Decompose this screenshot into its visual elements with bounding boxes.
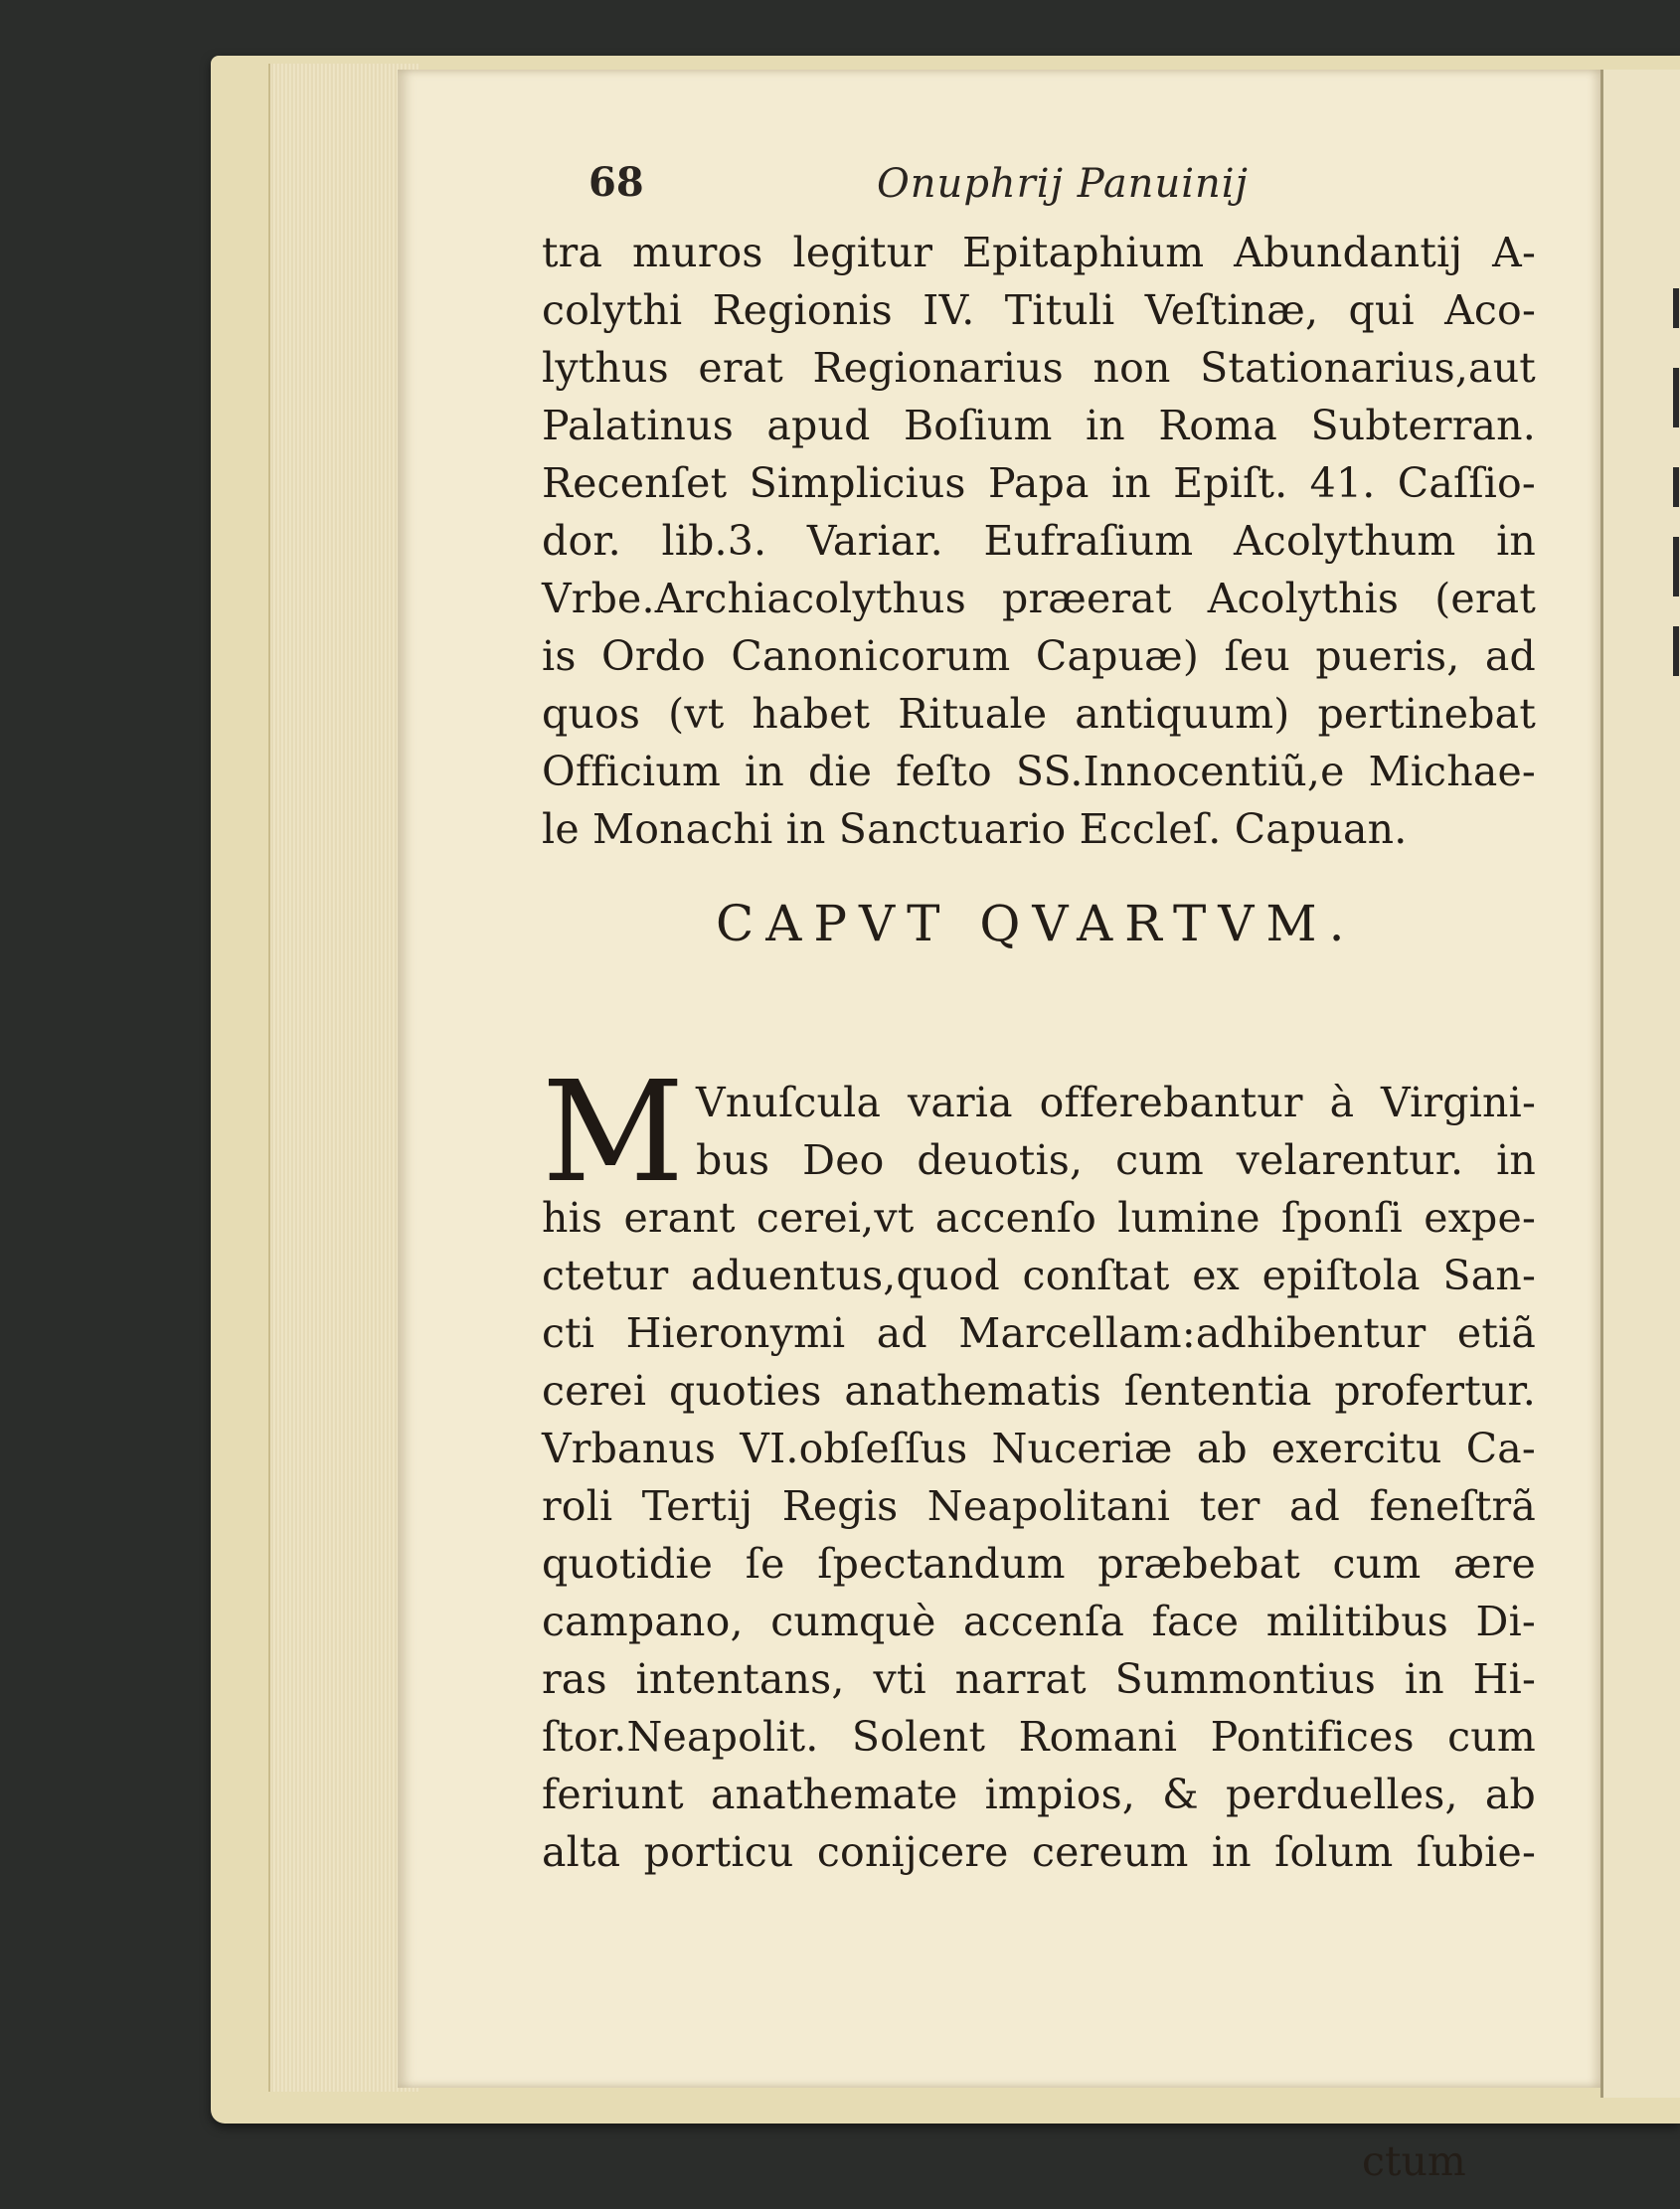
page-header <box>588 159 1284 215</box>
text-line: Recenſet Simplicius Papa in Epiſt. 41. Caſſio- <box>542 459 1536 507</box>
text-line: ſtor.Neapolit. Solent Romani Pontifices cum <box>542 1713 1536 1761</box>
text-line: lythus erat Regionarius non Stationarius,aut <box>542 344 1536 392</box>
paragraph-2-indented <box>696 1074 1536 1189</box>
chapter-heading: CAPVT QVARTVM. <box>716 895 1357 952</box>
text-line: alta porticu conijcere cereum in ſolum ſubie- <box>542 1828 1536 1876</box>
book-page <box>398 70 1600 2088</box>
text-line: campano, cumquè accenſa face militibus Di- <box>542 1598 1536 1645</box>
paragraph-1 <box>542 224 1536 858</box>
text-line: his erant cerei,vt accenſo lumine ſponſi expe- <box>542 1194 1536 1242</box>
text-line: ctetur aduentus,quod conſtat ex epiſtola San- <box>542 1252 1536 1299</box>
page-number: 68 <box>588 159 644 206</box>
facing-page-edge <box>1600 70 1680 2098</box>
text-line: roli Tertij Regis Neapolitani ter ad feneſtrã <box>542 1482 1536 1530</box>
running-head: Onuphrij Panuinij <box>877 161 1249 207</box>
text-line: Vrbe.Archiacolythus præerat Acolythis (erat <box>542 575 1536 622</box>
text-line: tra muros legitur Epitaphium Abundantij A- <box>542 229 1536 276</box>
text-line: dor. lib.3. Variar. Eufraſium Acolythum in <box>542 517 1536 565</box>
paragraph-2 <box>542 1189 1536 1881</box>
text-line: Palatinus apud Boſium in Roma Subterran. <box>542 402 1536 449</box>
catchword: ctum <box>1362 2137 1466 2185</box>
text-line: Officium in die feſto SS.Innocentiũ,e Michae- <box>542 748 1536 795</box>
text-line: is Ordo Canonicorum Capuæ) ſeu pueris, ad <box>542 632 1536 680</box>
text-line: ras intentans, vti narrat Summontius in Hi- <box>542 1655 1536 1703</box>
drop-cap: M <box>542 1052 685 1214</box>
text-line: feriunt anathemate impios, & perduelles, ab <box>542 1771 1536 1818</box>
text-line: bus Deo deuotis, cum velarentur. in <box>696 1136 1536 1184</box>
text-line: cti Hieronymi ad Marcellam:adhibentur etiã <box>542 1309 1536 1357</box>
text-line: quotidie ſe ſpectandum præbebat cum ære <box>542 1540 1536 1588</box>
text-line: Vrbanus VI.obſeſſus Nuceriæ ab exercitu Ca- <box>542 1425 1536 1472</box>
text-line: cerei quoties anathematis ſententia profertur. <box>542 1367 1536 1415</box>
text-line: colythi Regionis IV. Tituli Veſtinæ, qui Aco- <box>542 286 1536 334</box>
text-line: Vnuſcula varia offerebantur à Virgini- <box>696 1079 1536 1126</box>
text-line: le Monachi in Sanctuario Eccleſ. Capuan. <box>542 805 1408 853</box>
text-line: quos (vt habet Rituale antiquum) pertinebat <box>542 690 1536 738</box>
